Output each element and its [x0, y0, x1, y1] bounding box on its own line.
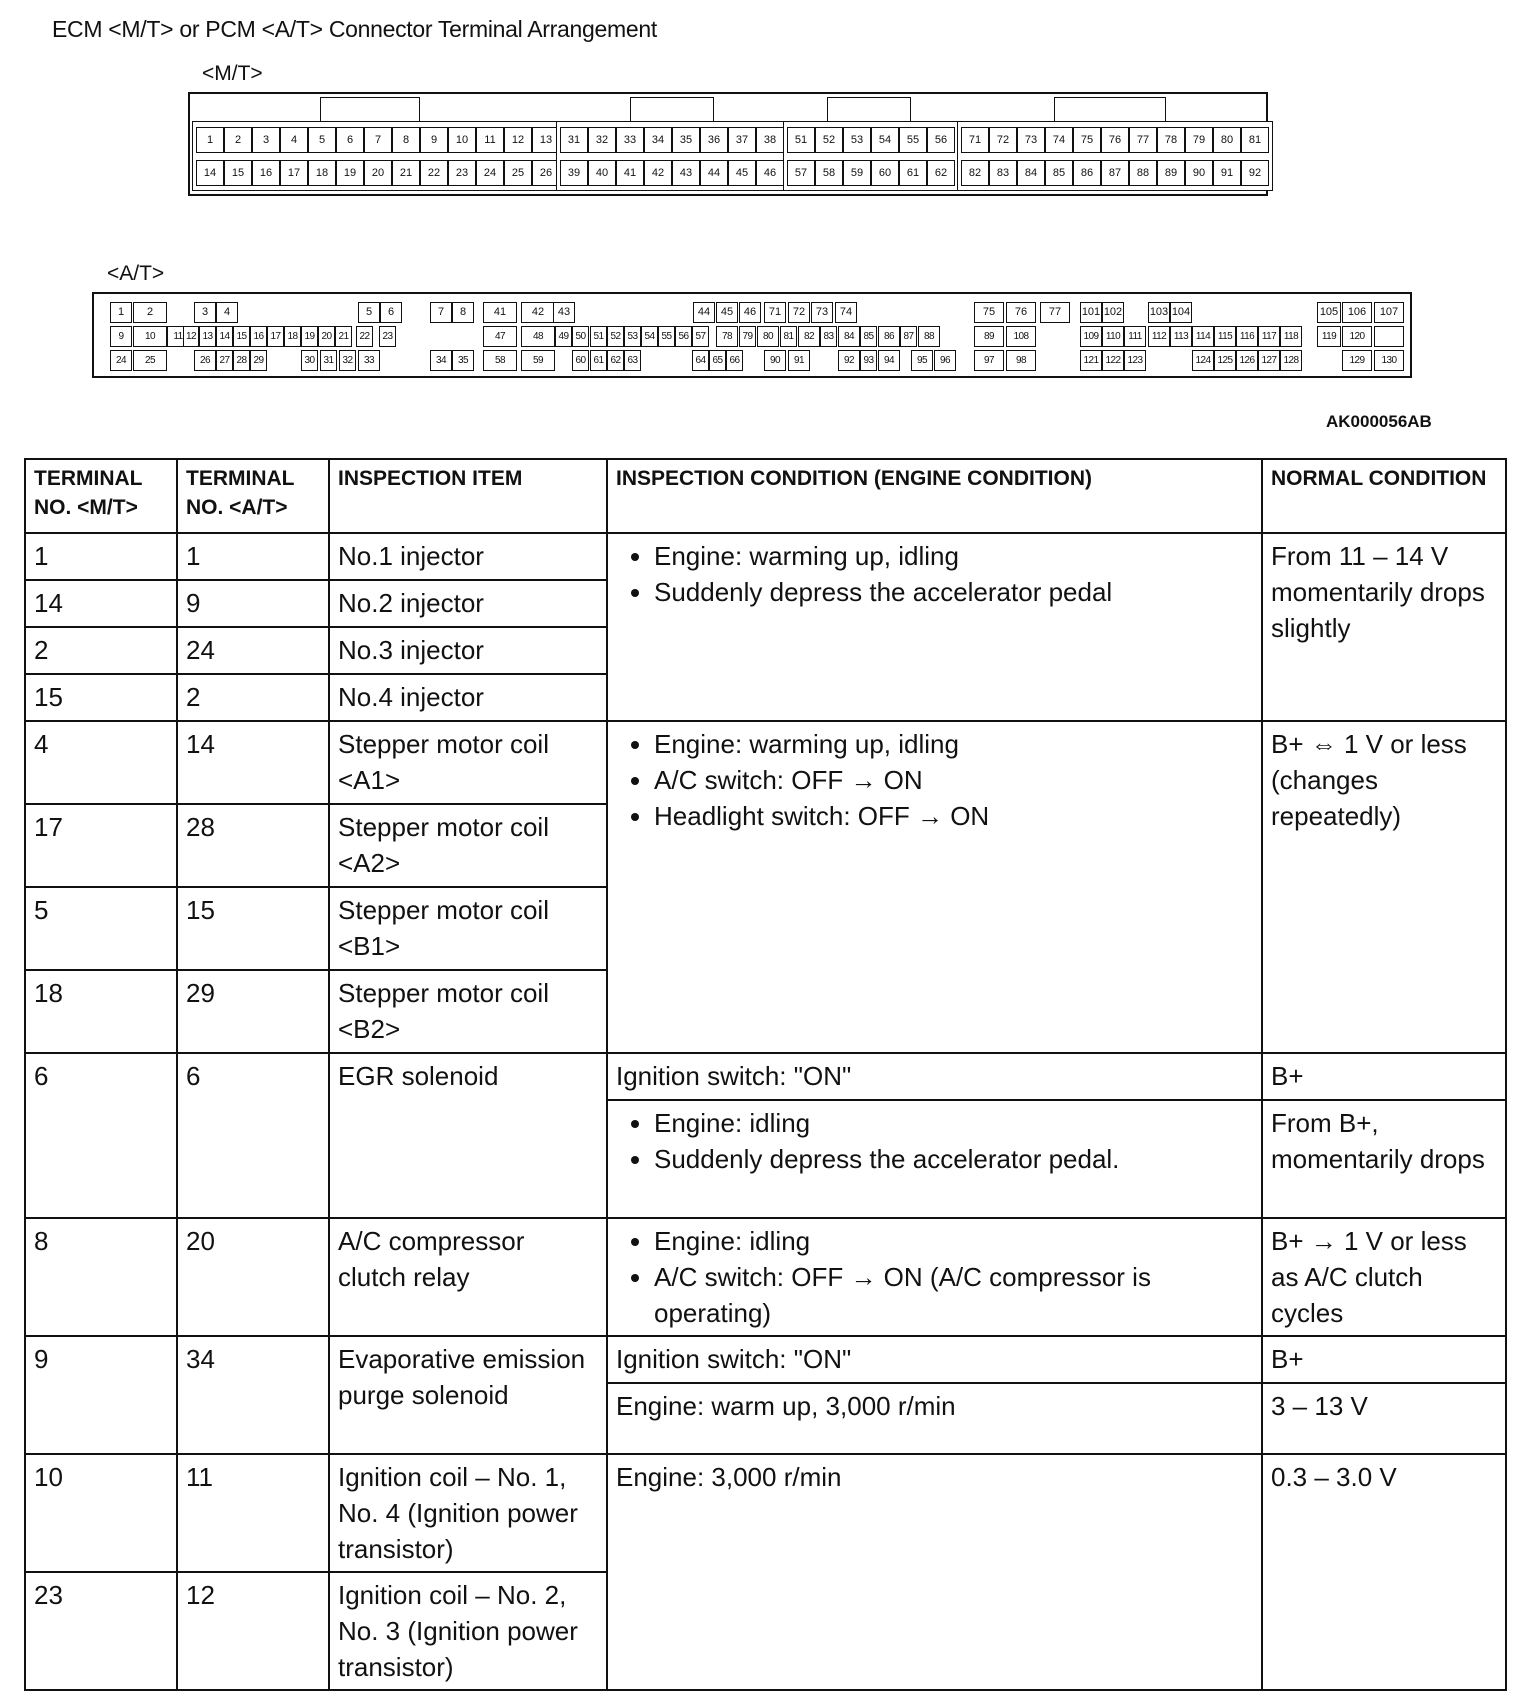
at-pin: 45 — [716, 302, 738, 323]
mt-pin: 20 — [364, 160, 392, 186]
mt-pin: 55 — [899, 127, 927, 153]
mt-pin: 91 — [1213, 160, 1241, 186]
at-pin: 120 — [1342, 326, 1372, 347]
mt-pin: 45 — [728, 160, 756, 186]
condition-bullet: • Headlight switch: OFF → ON — [654, 798, 1253, 834]
mt-pin: 75 — [1073, 127, 1101, 153]
at-pin: 95 — [911, 350, 933, 371]
inspection-item: No.1 injector — [329, 533, 607, 580]
terminal-at: 28 — [177, 804, 329, 887]
terminal-mt: 4 — [25, 721, 177, 804]
mt-pin: 16 — [252, 160, 280, 186]
mt-pin: 4 — [280, 127, 308, 153]
inspection-condition — [607, 1100, 1262, 1218]
at-pin: 56 — [675, 326, 692, 347]
table-row — [25, 721, 1506, 804]
at-pin: 21 — [335, 326, 352, 347]
at-pin: 30 — [301, 350, 318, 371]
at-pin: 2 — [133, 302, 167, 323]
at-pin: 60 — [572, 350, 589, 371]
mt-pin: 89 — [1157, 160, 1185, 186]
mt-pin: 46 — [756, 160, 784, 186]
mt-pin: 56 — [927, 127, 955, 153]
terminal-at: 9 — [177, 580, 329, 627]
mt-pin: 15 — [224, 160, 252, 186]
mt-pin: 72 — [989, 127, 1017, 153]
mt-pin: 42 — [644, 160, 672, 186]
terminal-mt: 17 — [25, 804, 177, 887]
at-pin: 61 — [590, 350, 607, 371]
at-pin: 25 — [133, 350, 167, 371]
mt-pin: 84 — [1017, 160, 1045, 186]
at-pin: 101 — [1080, 302, 1102, 323]
normal-condition: 3 – 13 V — [1262, 1383, 1506, 1454]
terminal-mt: 8 — [25, 1218, 177, 1336]
at-pin: 42 — [521, 302, 555, 323]
mt-pin: 88 — [1129, 160, 1157, 186]
at-pin: 41 — [483, 302, 517, 323]
at-pin: 103 — [1148, 302, 1170, 323]
at-pin: 118 — [1280, 326, 1302, 347]
at-pin: 48 — [521, 326, 555, 347]
at-pin: 98 — [1006, 350, 1036, 371]
table-row — [25, 533, 1506, 580]
mt-pin: 11 — [476, 127, 504, 153]
table-row — [25, 1336, 1506, 1383]
terminal-mt: 10 — [25, 1454, 177, 1572]
mt-pin: 13 — [532, 127, 560, 153]
mt-pin: 51 — [787, 127, 815, 153]
mt-pin: 31 — [560, 127, 588, 153]
at-pin: 72 — [788, 302, 810, 323]
at-pin: 76 — [1006, 302, 1036, 323]
mt-pin: 14 — [196, 160, 224, 186]
normal-condition: B+ — [1262, 1053, 1506, 1100]
mt-pin: 83 — [989, 160, 1017, 186]
mt-pin: 73 — [1017, 127, 1045, 153]
at-pin: 123 — [1124, 350, 1146, 371]
inspection-item: Ignition coil – No. 2, No. 3 (Ignition power transistor) — [329, 1572, 607, 1690]
at-connector-label: <A/T> — [107, 262, 165, 285]
at-pin: 7 — [430, 302, 452, 323]
at-pin: 13 — [199, 326, 216, 347]
at-pin: 125 — [1214, 350, 1236, 371]
at-pin: 57 — [692, 326, 709, 347]
mt-pin: 81 — [1241, 127, 1269, 153]
mt-pin: 74 — [1045, 127, 1073, 153]
terminal-at: 20 — [177, 1218, 329, 1336]
at-pin: 86 — [878, 326, 900, 347]
terminal-mt: 2 — [25, 627, 177, 674]
at-pin: 34 — [430, 350, 452, 371]
terminal-at: 12 — [177, 1572, 329, 1690]
at-pin: 59 — [521, 350, 555, 371]
mt-pin: 23 — [448, 160, 476, 186]
normal-condition: From B+, momentarily drops — [1262, 1100, 1506, 1218]
header-inspection-item: INSPECTION ITEM — [329, 459, 607, 533]
inspection-item: No.3 injector — [329, 627, 607, 674]
at-pin: 46 — [739, 302, 761, 323]
mt-pin: 34 — [644, 127, 672, 153]
at-pin: 24 — [110, 350, 132, 371]
inspection-item: Stepper motor coil <B2> — [329, 970, 607, 1053]
at-pin: 114 — [1192, 326, 1214, 347]
terminal-at: 14 — [177, 721, 329, 804]
terminal-mt: 23 — [25, 1572, 177, 1690]
terminal-mt: 9 — [25, 1336, 177, 1454]
mt-connector-latch — [630, 97, 714, 121]
mt-pin: 61 — [899, 160, 927, 186]
mt-pin: 71 — [961, 127, 989, 153]
at-pin: 108 — [1006, 326, 1036, 347]
at-pin: 90 — [764, 350, 786, 371]
mt-pin: 80 — [1213, 127, 1241, 153]
mt-pin: 7 — [364, 127, 392, 153]
mt-pin: 33 — [616, 127, 644, 153]
at-pin: 78 — [716, 326, 738, 347]
at-pin: 23 — [379, 326, 396, 347]
header-inspection-condition: INSPECTION CONDITION (ENGINE CONDITION) — [607, 459, 1262, 533]
at-pin: 54 — [641, 326, 658, 347]
at-pin: 77 — [1040, 302, 1070, 323]
at-pin: 1 — [110, 302, 132, 323]
at-pin: 89 — [974, 326, 1004, 347]
table-row — [25, 1218, 1506, 1336]
at-pin: 88 — [918, 326, 940, 347]
mt-pin: 22 — [420, 160, 448, 186]
terminal-at: 6 — [177, 1053, 329, 1218]
at-pin: 44 — [693, 302, 715, 323]
table-header-row — [25, 459, 1506, 533]
at-pin: 14 — [216, 326, 233, 347]
at-pin: 122 — [1102, 350, 1124, 371]
inspection-item: Evaporative emission purge solenoid — [329, 1336, 607, 1454]
normal-condition: B+ ⇔ 1 V or less (changes repeatedly) — [1262, 721, 1506, 1053]
at-pin: 35 — [452, 350, 474, 371]
at-pin: 20 — [318, 326, 335, 347]
mt-pin: 41 — [616, 160, 644, 186]
at-pin: 12 — [183, 326, 199, 347]
at-pin: 119 — [1317, 326, 1341, 347]
inspection-item: Ignition coil – No. 1, No. 4 (Ignition power transistor) — [329, 1454, 607, 1572]
at-pin: 11 — [167, 326, 189, 347]
condition-bullet: • Suddenly depress the accelerator pedal. — [654, 1141, 1253, 1177]
at-pin: 64 — [692, 350, 709, 371]
terminal-mt: 6 — [25, 1053, 177, 1218]
mt-pin: 17 — [280, 160, 308, 186]
at-pin: 117 — [1258, 326, 1280, 347]
at-pin: 62 — [607, 350, 624, 371]
mt-pin: 37 — [728, 127, 756, 153]
at-pin: 128 — [1280, 350, 1302, 371]
mt-pin: 25 — [504, 160, 532, 186]
condition-bullet: • Engine: warming up, idling — [654, 726, 1253, 762]
terminal-mt: 18 — [25, 970, 177, 1053]
at-pin: 49 — [555, 326, 572, 347]
at-pin: 27 — [216, 350, 233, 371]
mt-pin: 87 — [1101, 160, 1129, 186]
at-pin: 110 — [1102, 326, 1124, 347]
at-pin: 113 — [1170, 326, 1192, 347]
at-pin: 124 — [1192, 350, 1214, 371]
terminal-mt: 15 — [25, 674, 177, 721]
mt-pin: 18 — [308, 160, 336, 186]
inspection-condition: Ignition switch: "ON" — [607, 1336, 1262, 1383]
mt-pin: 58 — [815, 160, 843, 186]
normal-condition: B+ — [1262, 1336, 1506, 1383]
terminal-at: 24 — [177, 627, 329, 674]
terminal-mt: 1 — [25, 533, 177, 580]
mt-pin: 36 — [700, 127, 728, 153]
at-pin: 107 — [1374, 302, 1404, 323]
mt-pin: 38 — [756, 127, 784, 153]
mt-pin: 12 — [504, 127, 532, 153]
at-pin: 75 — [974, 302, 1004, 323]
at-pin — [1374, 326, 1404, 347]
at-pin: 29 — [250, 350, 267, 371]
at-pin: 127 — [1258, 350, 1280, 371]
at-pin: 74 — [835, 302, 857, 323]
at-pin: 6 — [380, 302, 402, 323]
mt-pin: 92 — [1241, 160, 1269, 186]
inspection-item: Stepper motor coil <A1> — [329, 721, 607, 804]
at-pin: 97 — [974, 350, 1004, 371]
condition-bullet: • Engine: idling — [654, 1223, 1253, 1259]
mt-pin: 59 — [843, 160, 871, 186]
at-pin: 102 — [1102, 302, 1124, 323]
at-pin: 3 — [194, 302, 216, 323]
terminal-mt: 5 — [25, 887, 177, 970]
inspection-item: A/C compressor clutch relay — [329, 1218, 607, 1336]
mt-pin: 57 — [787, 160, 815, 186]
mt-pin: 35 — [672, 127, 700, 153]
at-pin: 94 — [878, 350, 900, 371]
mt-connector-label: <M/T> — [202, 62, 263, 85]
terminal-at: 34 — [177, 1336, 329, 1454]
normal-condition: 0.3 – 3.0 V — [1262, 1454, 1506, 1690]
mt-pin: 32 — [588, 127, 616, 153]
at-pin: 47 — [483, 326, 517, 347]
at-pin: 51 — [590, 326, 607, 347]
at-pin: 105 — [1317, 302, 1341, 323]
at-pin: 16 — [250, 326, 267, 347]
header-normal-condition: NORMAL CONDITION — [1262, 459, 1506, 533]
at-pin: 19 — [301, 326, 318, 347]
mt-pin: 82 — [961, 160, 989, 186]
condition-bullet: • A/C switch: OFF → ON (A/C compressor is operating) — [654, 1259, 1253, 1331]
condition-bullet: • Engine: idling — [654, 1105, 1253, 1141]
header-terminal-at: TERMINAL NO. <A/T> — [177, 459, 329, 533]
at-pin: 84 — [838, 326, 860, 347]
mt-pin: 26 — [532, 160, 560, 186]
at-pin: 32 — [339, 350, 356, 371]
at-pin: 22 — [356, 326, 373, 347]
mt-pin: 78 — [1157, 127, 1185, 153]
at-pin: 93 — [860, 350, 877, 371]
at-pin: 82 — [798, 326, 820, 347]
terminal-at: 2 — [177, 674, 329, 721]
at-pin: 87 — [900, 326, 917, 347]
mt-pin: 77 — [1129, 127, 1157, 153]
mt-pin: 19 — [336, 160, 364, 186]
at-pin: 129 — [1342, 350, 1372, 371]
terminal-mt: 14 — [25, 580, 177, 627]
at-pin: 5 — [358, 302, 380, 323]
at-pin: 91 — [788, 350, 810, 371]
at-pin: 81 — [780, 326, 797, 347]
mt-pin: 86 — [1073, 160, 1101, 186]
page-title: ECM <M/T> or PCM <A/T> Connector Terminal Arrangement — [52, 16, 657, 42]
at-pin: 58 — [483, 350, 517, 371]
at-pin: 55 — [658, 326, 675, 347]
inspection-item: No.2 injector — [329, 580, 607, 627]
normal-condition: From 11 – 14 V momentarily drops slightly — [1262, 533, 1506, 721]
mt-pin: 2 — [224, 127, 252, 153]
terminal-at: 29 — [177, 970, 329, 1053]
at-pin: 4 — [216, 302, 238, 323]
at-pin: 65 — [709, 350, 726, 371]
at-pin: 116 — [1236, 326, 1258, 347]
at-pin: 106 — [1342, 302, 1372, 323]
inspection-item: EGR solenoid — [329, 1053, 607, 1218]
mt-pin: 5 — [308, 127, 336, 153]
at-pin: 83 — [820, 326, 837, 347]
at-pin: 80 — [757, 326, 779, 347]
inspection-item: Stepper motor coil <A2> — [329, 804, 607, 887]
mt-pin: 85 — [1045, 160, 1073, 186]
at-pin: 73 — [811, 302, 833, 323]
at-pin: 85 — [860, 326, 877, 347]
terminal-at: 1 — [177, 533, 329, 580]
mt-pin: 24 — [476, 160, 504, 186]
at-pin: 79 — [739, 326, 756, 347]
condition-bullet: • Engine: warming up, idling — [654, 538, 1253, 574]
condition-bullet: • A/C switch: OFF → ON — [654, 762, 1253, 798]
at-pin: 28 — [233, 350, 250, 371]
at-pin: 17 — [267, 326, 284, 347]
inspection-condition — [607, 721, 1262, 1053]
at-pin: 15 — [233, 326, 250, 347]
table-row — [25, 1053, 1506, 1100]
at-pin: 50 — [572, 326, 589, 347]
mt-pin: 6 — [336, 127, 364, 153]
normal-condition: B+ → 1 V or less as A/C clutch cycles — [1262, 1218, 1506, 1336]
at-pin: 26 — [194, 350, 216, 371]
at-pin: 66 — [726, 350, 743, 371]
mt-pin: 54 — [871, 127, 899, 153]
inspection-item: Stepper motor coil <B1> — [329, 887, 607, 970]
at-pin: 18 — [284, 326, 301, 347]
mt-pin: 90 — [1185, 160, 1213, 186]
inspection-condition: Engine: warm up, 3,000 r/min — [607, 1383, 1262, 1454]
inspection-condition — [607, 1218, 1262, 1336]
mt-pin: 79 — [1185, 127, 1213, 153]
mt-pin: 21 — [392, 160, 420, 186]
mt-pin: 44 — [700, 160, 728, 186]
mt-pin: 60 — [871, 160, 899, 186]
at-pin: 126 — [1236, 350, 1258, 371]
at-pin: 121 — [1080, 350, 1102, 371]
mt-pin: 43 — [672, 160, 700, 186]
mt-pin: 3 — [252, 127, 280, 153]
at-pin: 52 — [607, 326, 624, 347]
at-pin: 96 — [934, 350, 956, 371]
mt-pin: 40 — [588, 160, 616, 186]
at-pin: 43 — [553, 302, 575, 323]
mt-connector-latch — [827, 97, 911, 121]
table-row — [25, 1454, 1506, 1572]
at-pin: 109 — [1080, 326, 1102, 347]
figure-code: AK000056AB — [1326, 412, 1432, 431]
mt-pin: 53 — [843, 127, 871, 153]
mt-pin: 76 — [1101, 127, 1129, 153]
at-pin: 10 — [133, 326, 167, 347]
mt-pin: 8 — [392, 127, 420, 153]
mt-connector-latch — [320, 97, 420, 121]
inspection-condition: Engine: 3,000 r/min — [607, 1454, 1262, 1690]
mt-pin: 52 — [815, 127, 843, 153]
condition-bullet: • Suddenly depress the accelerator pedal — [654, 574, 1253, 610]
inspection-condition: Ignition switch: "ON" — [607, 1053, 1262, 1100]
header-terminal-mt: TERMINAL NO. <M/T> — [25, 459, 177, 533]
at-pin: 104 — [1170, 302, 1192, 323]
at-pin: 112 — [1148, 326, 1170, 347]
at-pin: 53 — [624, 326, 641, 347]
inspection-item: No.4 injector — [329, 674, 607, 721]
mt-pin: 1 — [196, 127, 224, 153]
mt-pin: 10 — [448, 127, 476, 153]
terminal-at: 11 — [177, 1454, 329, 1572]
at-pin: 8 — [452, 302, 474, 323]
at-pin: 111 — [1124, 326, 1146, 347]
mt-pin: 62 — [927, 160, 955, 186]
at-pin: 9 — [110, 326, 132, 347]
at-pin: 63 — [624, 350, 641, 371]
mt-connector-latch — [1054, 97, 1166, 121]
terminal-at: 15 — [177, 887, 329, 970]
mt-pin: 9 — [420, 127, 448, 153]
at-pin: 33 — [358, 350, 380, 371]
at-pin: 115 — [1214, 326, 1236, 347]
at-pin: 92 — [838, 350, 860, 371]
at-pin: 31 — [320, 350, 337, 371]
mt-pin: 39 — [560, 160, 588, 186]
inspection-condition — [607, 533, 1262, 721]
inspection-table — [24, 458, 1507, 1691]
at-pin: 71 — [764, 302, 786, 323]
at-pin: 130 — [1374, 350, 1404, 371]
